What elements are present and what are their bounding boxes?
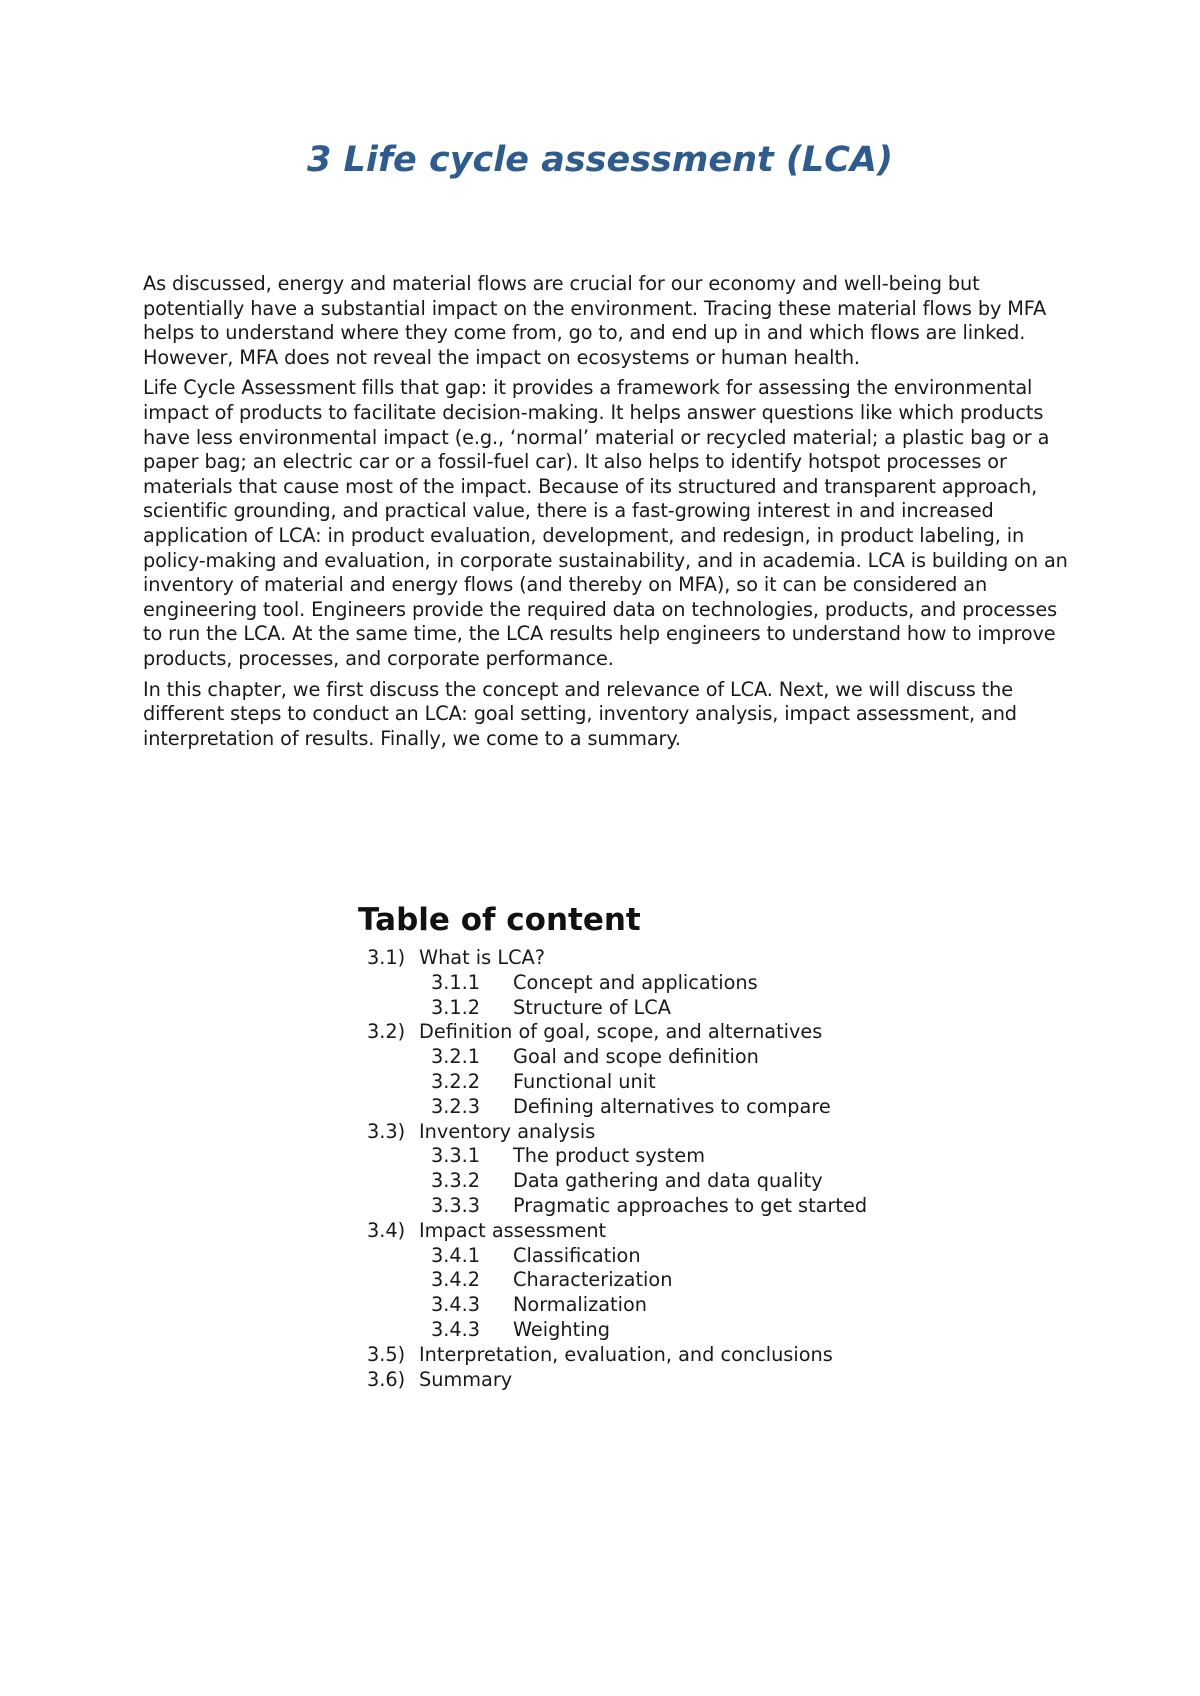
toc-item[interactable] [358,1268,998,1293]
toc-item-label: Interpretation, evaluation, and conclusions [419,1342,833,1366]
chapter-title: 3 Life cycle assessment (LCA) [306,140,893,180]
toc-item-label: Summary [419,1367,513,1391]
toc-item[interactable] [358,1244,998,1269]
toc-item-label: Pragmatic approaches to get started [513,1193,868,1217]
toc-item[interactable] [358,946,998,971]
toc-list [358,946,998,1392]
toc-item-label: Inventory analysis [419,1119,596,1143]
toc-item[interactable] [358,1020,998,1045]
toc-item-label: Defining alternatives to compare [513,1094,831,1118]
intro-paragraph: As discussed, energy and material flows are crucial for our economy and well-being but potentially have a substantial impact on the environment. Tracing these material flows by MFA helps to understand where they come from, go to, and end up in and which flows are linked. However, MFA does not reveal the impact on ecosystems or human health. [143,272,1047,369]
toc-item-number: 3.4.3 [431,1317,481,1341]
toc-item[interactable] [358,1318,998,1343]
toc-item-number: 3.4.2 [431,1268,481,1292]
toc-item-number: 3.1) [367,946,406,969]
toc-item-label: Normalization [513,1293,647,1317]
toc-item[interactable] [358,1194,998,1219]
toc-item-label: Functional unit [513,1069,656,1093]
toc-item-number: 3.4.1 [431,1243,481,1267]
toc-item-label: Impact assessment [419,1218,607,1242]
toc-item-label: Goal and scope definition [513,1045,759,1069]
toc-item-number: 3.6) [367,1367,406,1391]
toc-item-number: 3.1.1 [431,970,481,994]
toc-item-label: Classification [513,1243,641,1267]
toc-item[interactable] [358,1120,998,1145]
toc-item-number: 3.2.3 [431,1094,481,1118]
toc-item-number: 3.3) [367,1119,406,1143]
toc-item-label: Weighting [513,1317,610,1341]
toc-item-label: Structure of LCA [513,995,671,1019]
toc-item-number: 3.5) [367,1342,406,1366]
toc-item-number: 3.4) [367,1218,406,1242]
intro-paragraph: Life Cycle Assessment fills that gap: it provides a framework for assessing the environmental impact of products to facilitate decision-making. It helps answer questions like which products have less environmental impact (e.g., ‘normal’ material or recycled material; a plastic bag or a paper bag; an electric car or a fossil-fuel car). It also helps to identify hotspot processes or materials that cause most of the impact. Because of its structured and transparent approach, scientific grounding, and practical value, there is a fast-growing interest in and increased application of LCA: in product evaluation, development, and redesign, in product labeling, in policy-making and evaluation, in corporate sustainability, and in academia. LCA is building on an inventory of material and energy flows (and thereby on MFA), so it can be considered an engineering tool. Engineers provide the required data on technologies, products, and processes to run the LCA. At the same time, the LCA results help engineers to understand how to improve products, processes, and corporate performance. [143,376,1068,670]
toc-item-label: What is LCA? [419,946,545,969]
toc-item[interactable] [358,971,998,996]
toc-item[interactable] [358,996,998,1021]
toc-item-label: Characterization [513,1268,673,1292]
toc-item-label: Concept and applications [513,970,758,994]
toc-item-number: 3.2.2 [431,1069,481,1093]
toc-item[interactable] [358,1219,998,1244]
toc-item-number: 3.1.2 [431,995,481,1019]
toc-item-number: 3.4.3 [431,1293,481,1317]
toc-item-number: 3.3.3 [431,1193,481,1217]
toc-item[interactable] [358,1293,998,1318]
toc-item[interactable] [358,1144,998,1169]
toc-item-label: Data gathering and data quality [513,1169,823,1193]
toc-item-label: The product system [513,1144,705,1168]
toc-item[interactable] [358,1368,998,1393]
toc-item-number: 3.2.1 [431,1045,481,1069]
toc-item[interactable] [358,1070,998,1095]
toc-item-number: 3.3.2 [431,1169,481,1193]
toc-item[interactable] [358,1343,998,1368]
toc-item-number: 3.3.1 [431,1144,481,1168]
toc-item-label: Definition of goal, scope, and alternatives [419,1020,823,1044]
toc-item[interactable] [358,1095,998,1120]
toc-item-number: 3.2) [367,1020,406,1044]
table-of-contents [358,900,998,1392]
toc-heading: Table of content [358,902,641,938]
toc-item[interactable] [358,1045,998,1070]
intro-text [143,272,1068,757]
intro-paragraph: In this chapter, we first discuss the concept and relevance of LCA. Next, we will discuss the different steps to conduct an LCA: goal setting, inventory analysis, impact assessment, and interpretation of results. Finally, we come to a summary. [143,677,1017,750]
toc-item[interactable] [358,1169,998,1194]
